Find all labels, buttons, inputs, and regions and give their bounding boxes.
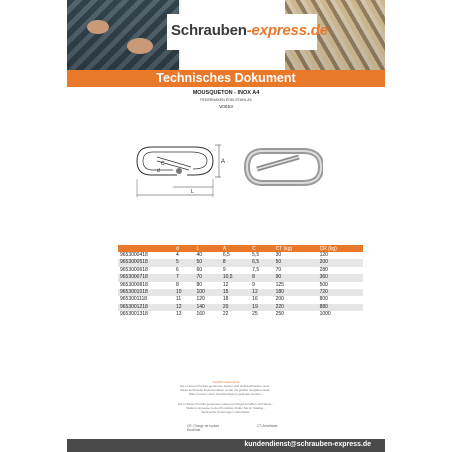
label-l: L: [191, 189, 194, 195]
table-cell: 50: [194, 259, 220, 266]
table-cell: 125: [275, 281, 284, 288]
table-cell: 40: [196, 252, 202, 258]
table-cell: 160: [196, 311, 205, 318]
specification-table: [118, 245, 363, 319]
table-cell: 10,5: [221, 274, 250, 281]
header-cell: C: [250, 245, 273, 252]
table-cell: 250: [275, 311, 284, 318]
table-row: [118, 304, 363, 311]
table-header-row: [118, 245, 363, 252]
footer-legend-ct: CT: Arbeitslast: [257, 424, 278, 428]
table-cell: 500: [319, 281, 328, 288]
header-banner: [67, 0, 385, 70]
header-cell: L: [194, 245, 220, 252]
product-title: MOUSQUETON - INOX A4: [192, 90, 260, 96]
table-row: [118, 274, 363, 281]
footer-bar: [67, 439, 385, 452]
table-row: [118, 296, 363, 303]
table-cell: 9653001218: [118, 304, 174, 311]
logo-text-main: Schrauben: [171, 22, 247, 39]
table-cell: 25: [252, 311, 258, 318]
table-cell: 200: [318, 259, 363, 266]
table-cell: 60: [196, 266, 202, 273]
spring-detail: [176, 168, 182, 174]
table-cell: 120: [319, 252, 328, 258]
table-cell: 360: [318, 274, 363, 281]
table-cell: 9653000618: [120, 266, 148, 273]
table-cell: 10: [174, 289, 194, 296]
table-cell: 140: [194, 304, 220, 311]
table-cell: 120: [196, 296, 205, 303]
table-cell: 1000: [319, 311, 331, 318]
table-row: [118, 267, 363, 274]
header-cell: d: [174, 245, 194, 252]
table-cell: 280: [319, 266, 328, 273]
table-cell: 19: [250, 304, 273, 311]
table-cell: 20: [221, 304, 250, 311]
table-cell: 880: [318, 304, 363, 311]
table-row: [118, 259, 363, 266]
document-title: Technisches Dokument: [156, 71, 296, 85]
document-page: [67, 0, 385, 452]
table-cell: 13: [176, 311, 182, 318]
footer-legend-cr: CR: Charge de rupture Bruchlast: [187, 424, 220, 432]
notes-line: Daten können ohne Vorankündigung geändert werden...: [188, 392, 264, 396]
table-cell: 30: [275, 252, 282, 258]
label-d: d: [157, 168, 160, 174]
table-cell: 12: [250, 289, 273, 296]
table-cell: 12: [174, 304, 194, 311]
header-cell: A: [221, 245, 250, 252]
notes-heading: Ausführungshinweis: [212, 380, 240, 384]
table-cell: 200: [275, 296, 284, 303]
hand-shape: [87, 20, 109, 34]
logo: [171, 22, 328, 39]
technical-drawing: [133, 135, 323, 215]
notes-line: Diese technische Dokumentation wurde mit größter Sorgfalt erstellt...: [180, 388, 272, 392]
table-row: [118, 282, 363, 289]
table-cell: 6,5: [250, 259, 273, 266]
label-a: A: [221, 159, 226, 165]
notes-line: Technische Änderungen vorbehalten.: [201, 410, 251, 414]
product-code: V0653: [219, 105, 233, 110]
table-cell: 9653001018: [118, 289, 174, 296]
table-cell: 5,5: [252, 252, 260, 258]
table-cell: 12: [222, 281, 229, 288]
header-cell: CR (kg): [318, 245, 363, 252]
table-cell: 8: [221, 259, 250, 266]
table-cell: 5: [174, 259, 194, 266]
header-cell: CT (kg): [274, 245, 318, 252]
table-cell: 16: [252, 296, 258, 303]
table-cell: 50: [274, 259, 318, 266]
table-cell: 7,5: [252, 266, 260, 273]
table-cell: 9653001118: [120, 296, 148, 303]
table-cell: 11: [176, 296, 182, 303]
table-cell: 90: [274, 274, 318, 281]
label-c: C: [161, 161, 165, 167]
table-cell: 220: [274, 304, 318, 311]
table-cell: 8: [176, 281, 179, 288]
table-cell: 9653001318: [120, 311, 148, 318]
table-cell: 80: [196, 281, 202, 288]
table-cell: 70: [275, 266, 282, 273]
table-cell: 7: [174, 274, 194, 281]
table-cell: 9: [252, 281, 255, 288]
table-cell: 9653000818: [120, 281, 148, 288]
table-cell: 9653000718: [118, 274, 174, 281]
table-cell: 4: [176, 252, 179, 258]
table-cell: 18: [222, 296, 229, 303]
table-row: [118, 311, 363, 318]
table-cell: 9: [222, 266, 226, 273]
hand-shape: [127, 38, 153, 54]
contact-email-link[interactable]: kundendienst@schrauben-express.de: [244, 441, 371, 448]
notes-line: Weitere Hinweise zu den Produkten finden Sie im Katalog...: [186, 406, 266, 410]
table-cell: 15: [221, 289, 250, 296]
table-cell: 800: [319, 296, 328, 303]
table-row: [118, 252, 363, 259]
table-cell: 22: [222, 311, 229, 318]
header-cell: [118, 245, 174, 252]
table-cell: 6,5: [222, 252, 230, 258]
table-cell: 180: [274, 289, 318, 296]
table-cell: 9653000418: [120, 252, 148, 258]
product-subtitle: FEDERHAKEN EDELSTAHL A4: [200, 98, 252, 102]
table-cell: 720: [318, 289, 363, 296]
table-cell: 9653000518: [118, 259, 174, 266]
table-cell: 8: [250, 274, 273, 281]
logo-text-domain: -express.de: [246, 22, 328, 39]
table-cell: 100: [194, 289, 220, 296]
table-cell: 70: [194, 274, 220, 281]
notes-line: Die in dieser Produkt genannten Lasten und Eigenschaften sind Werte...: [177, 402, 274, 406]
table-cell: 6: [176, 266, 179, 273]
header-photo-tools: [67, 0, 179, 70]
product-photo: [247, 151, 321, 183]
title-bar: [67, 70, 385, 87]
notes-line: Die in dieser Produkt genannten Lasten sind Gebrauchswerte unter...: [180, 384, 272, 388]
table-row: [118, 289, 363, 296]
